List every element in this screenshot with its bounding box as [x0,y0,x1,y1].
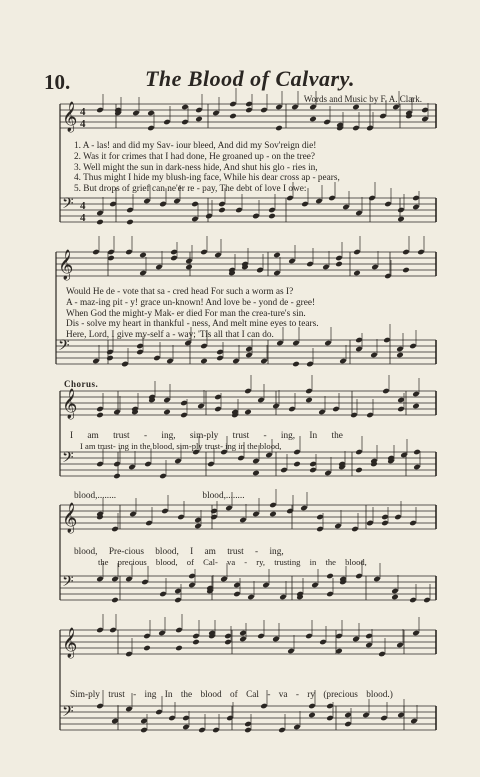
stanza-line: 2. Was it for crimes that I had done, He groaned up - on the tree? [74,151,315,162]
bass-clef-icon: 𝄢 [62,195,74,216]
notehead [309,116,317,123]
chorus-line1-lower: I am trust- ing in the blood, sim-ply trust- ing in the blood, [80,441,282,451]
composer-credit: Words and Music by F. A. Clark. [303,94,422,104]
notehead [96,219,104,226]
stanza-line: When God the might-y Mak- er died For man the crea-ture's sin. [66,308,306,319]
treble-clef-icon: 𝄞 [62,102,78,132]
bass-clef-icon: 𝄢 [62,573,74,594]
stanza-line: Here, Lord, I give my-self a - way; 'Tis all that I can do. [66,330,274,341]
notehead [305,397,313,404]
time-signature: 4 [80,118,86,130]
time-signature: 4 [80,200,86,212]
notehead [396,352,404,359]
notehead [391,594,399,601]
notehead [143,645,151,652]
notehead [185,264,193,271]
stanza-line: 3. Well might the sun in dark-ness hide, And shut his glo - ries in, [74,162,318,173]
notehead [229,113,237,120]
notehead [397,216,405,223]
notehead [292,361,300,368]
notehead [335,261,343,268]
notehead [308,712,316,719]
stanza-block-2 [66,287,436,341]
stanza-line: A - maz-ing pit - y! grace un-known! And love be - yond de - gree! [66,297,316,308]
bass-clef-icon: 𝄢 [62,449,74,470]
chorus-line2-lower: the precious blood, of Cal- va - ry, trusting in the blood, [98,557,367,567]
bass-clef-icon: 𝄢 [58,337,70,358]
notehead [353,270,361,277]
treble-clef-icon: 𝄞 [62,503,78,533]
notehead [352,104,360,111]
chorus-line3: Sim-ply trust - ing In the blood of Cal - va - ry (precious blood.) [70,690,393,700]
chorus-label: Chorus. [64,379,99,389]
notehead [106,355,114,362]
notehead [355,467,363,474]
notehead [293,461,301,468]
notehead [126,219,134,226]
notehead [96,412,104,419]
stanza-line: 1. A - las! and did my Sav- iour bleed, And did my Sov'reign die! [74,141,317,151]
notehead [275,125,283,132]
notehead [200,358,208,365]
stanza-line: Would He de - vote that sa - cred head For such a worm as I? [66,287,294,297]
chorus-line2-upper: blood, Pre-cious blood, I am trust - ing, [74,547,284,557]
notehead [175,645,183,652]
notehead [252,470,260,477]
stanza-line: Dis - solve my heart in thankful - ness, And melt mine eyes to tears. [66,319,319,330]
notehead [192,639,200,646]
notehead [402,267,410,274]
chorus-line1-upper: I am trust - ing, sim-ply trust - ing, In the [70,431,343,441]
notehead [113,473,121,480]
notehead [412,403,420,410]
stanza-line: 5. But drops of grief can ne'er re - pay, The debt of love I owe: [74,184,307,195]
notehead [269,511,277,518]
treble-clef-icon: 𝄞 [58,250,74,280]
chorus-line2-above: blood,........ blood,........ [74,491,245,501]
stanza-line: 4. Thus might I hide my blush-ing face, While his dear cross ap - pears, [74,173,340,184]
notehead [163,409,171,416]
notehead [244,409,252,416]
treble-clef-icon: 𝄞 [62,628,78,658]
hymn-title: The Blood of Calvary. [144,66,356,91]
bass-clef-icon: 𝄢 [62,703,74,724]
stanza-block-1 [74,141,434,195]
time-signature: 4 [80,106,86,118]
notehead [218,207,226,214]
notehead [268,213,276,220]
notehead [111,597,119,604]
hymn-number: 10. [44,70,71,94]
notehead [195,116,203,123]
time-signature: 4 [80,212,86,224]
treble-clef-icon: 𝄞 [62,389,78,419]
